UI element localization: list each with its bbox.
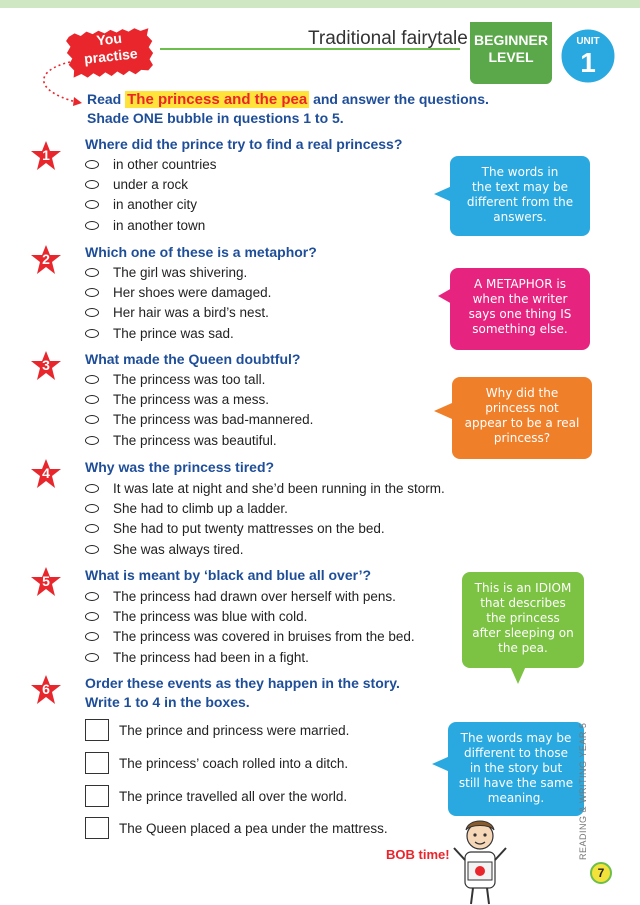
q5-option-4[interactable] [85,650,309,665]
answer-bubble[interactable] [85,524,99,533]
option-label: in other countries [113,157,217,172]
story-title: The princess and the pea [127,91,308,108]
question-3-star-icon [30,350,62,382]
option-label: The princess was too tall. [113,372,266,387]
question-3-number: 3 [42,357,50,373]
q2-option-3[interactable] [85,305,269,320]
bob-time-label: BOB time! [386,847,450,862]
option-label: Her hair was a bird’s nest. [113,305,269,320]
question-5-number: 5 [42,573,50,589]
order-event-1 [85,719,349,741]
order-box[interactable] [85,752,109,774]
callout-metaphor [450,268,590,350]
order-box[interactable] [85,785,109,807]
callout-line: different to those [464,746,568,760]
question-2-number: 2 [42,251,50,267]
practise-line-2: practise [83,45,139,67]
question-4-number: 4 [42,465,50,481]
callout-tail [434,186,452,202]
bob-character-icon [450,818,510,905]
q5-option-2[interactable] [85,609,307,624]
option-label: The princess was blue with cold. [113,609,308,624]
top-border [0,0,640,8]
callout-line: when the writer [472,292,568,306]
callout-line: the princess [486,611,560,625]
answer-bubble[interactable] [85,221,99,230]
option-label: The princess was bad-mannered. [113,412,314,427]
callout-line: in the story but [469,761,563,775]
unit-label: UNIT [576,36,600,47]
unit-badge [556,16,620,86]
option-label: Her shoes were damaged. [113,285,272,300]
callout-words-differ [450,156,590,236]
callout-line: A METAPHOR is [473,277,566,291]
callout-idiom [462,572,584,668]
question-6-line-2: Write 1 to 4 in the boxes. [85,694,250,710]
option-label: under a rock [113,177,189,192]
callout-line: something else. [472,322,568,336]
option-label: It was late at night and she’d been running in the storm. [113,481,445,496]
question-4-text: Why was the princess tired? [85,459,275,475]
answer-bubble[interactable] [85,632,99,641]
question-6-line-1: Order these events as they happen in the story. [85,675,400,691]
callout-line: different from the [466,195,574,209]
q2-option-4[interactable] [85,326,234,341]
unit-number: 1 [580,47,596,78]
q1-option-4[interactable] [85,218,205,233]
level-line-2: LEVEL [488,49,534,65]
q2-option-2[interactable] [85,285,271,300]
question-1-number: 1 [42,147,50,163]
question-6-star-icon [30,674,62,706]
answer-bubble[interactable] [85,415,99,424]
q1-option-2[interactable] [85,177,188,192]
dotted-arrow-icon [28,60,88,110]
order-box[interactable] [85,719,109,741]
callout-words-may-differ [448,722,584,816]
answer-bubble[interactable] [85,653,99,662]
callout-line: princess? [493,431,551,445]
answer-bubble[interactable] [85,288,99,297]
callout-line: appear to be a real [464,416,580,430]
option-label: in another town [113,218,206,233]
answer-bubble[interactable] [85,612,99,621]
option-label: The princess was beautiful. [113,433,277,448]
instruction-suffix: and answer the questions. [309,91,489,107]
q1-option-3[interactable] [85,197,197,212]
question-1-star-icon [30,140,62,172]
event-label: The Queen placed a pea under the mattress. [119,820,388,836]
side-series-label: READING & WRITING YEAR 5 [578,722,588,860]
option-label: She was always tired. [113,542,244,557]
level-tab [470,22,552,84]
order-box[interactable] [85,817,109,839]
instruction-prefix: Read [87,91,126,107]
q3-option-3[interactable] [85,412,313,427]
callout-line: answers. [493,210,547,224]
callout-tail [438,288,452,304]
callout-line: after sleeping on [472,626,574,640]
answer-bubble[interactable] [85,200,99,209]
event-label: The prince and princess were married. [119,722,350,738]
callout-line: still have the same [458,776,574,790]
option-label: The prince was sad. [113,326,234,341]
q4-option-1[interactable] [85,481,445,496]
answer-bubble[interactable] [85,268,99,277]
callout-why-not-princess [452,377,592,459]
q4-option-4[interactable] [85,542,244,557]
answer-bubble[interactable] [85,329,99,338]
level-line-1: BEGINNER [474,32,548,48]
option-label: The princess was a mess. [113,392,270,407]
order-event-2 [85,752,348,774]
q5-option-3[interactable] [85,629,415,644]
option-label: She had to put twenty mattresses on the bed. [113,521,385,536]
callout-line: This is an IDIOM [474,581,572,595]
q3-option-4[interactable] [85,433,277,448]
unit-circle-icon [556,16,620,86]
q1-option-1[interactable] [85,157,217,172]
callout-tail [432,756,450,772]
option-label: The girl was shivering. [113,265,248,280]
answer-bubble[interactable] [85,375,99,384]
answer-bubble[interactable] [85,180,99,189]
question-3-text: What made the Queen doubtful? [85,351,301,367]
order-event-4 [85,817,388,839]
q3-option-1[interactable] [85,372,265,387]
page-number: 7 [590,862,612,884]
option-label: The princess was covered in bruises from the bed. [113,629,415,644]
q3-option-2[interactable] [85,392,269,407]
order-event-3 [85,785,347,807]
question-5-star-icon [30,566,62,598]
question-4-star-icon [30,458,62,490]
instruction-line-1 [87,90,489,109]
option-label: The princess had been in a fight. [113,650,309,665]
answer-bubble[interactable] [85,160,99,169]
callout-line: the pea. [498,641,548,655]
question-1-text: Where did the prince try to find a real princess? [85,136,403,152]
callout-line: Why did the [485,386,559,400]
event-label: The prince travelled all over the world. [119,788,348,804]
practise-line-1: You [95,29,123,49]
callout-line: says one thing IS [468,307,572,321]
q2-option-1[interactable] [85,265,247,280]
callout-tail [510,666,526,684]
question-6-number: 6 [42,681,50,697]
callout-tail [434,403,452,419]
callout-line: The words may be [460,731,572,745]
option-label: She had to climb up a ladder. [113,501,288,516]
answer-bubble[interactable] [85,395,99,404]
instruction [87,90,489,128]
page-title: Traditional fairytale [308,28,468,49]
callout-line: that describes [480,596,566,610]
answer-bubble[interactable] [85,592,99,601]
question-2-text: Which one of these is a metaphor? [85,244,317,260]
callout-line: princess not [485,401,559,415]
q4-option-2[interactable] [85,501,288,516]
q5-option-1[interactable] [85,589,396,604]
callout-line: The words in [481,165,559,179]
option-label: The princess had drawn over herself with pens. [113,589,396,604]
answer-bubble[interactable] [85,436,99,445]
callout-line: the text may be [472,180,568,194]
answer-bubble[interactable] [85,545,99,554]
question-2-star-icon [30,244,62,276]
question-5-text: What is meant by ‘black and blue all over’? [85,567,372,583]
option-label: in another city [113,197,198,212]
event-label: The princess’ coach rolled into a ditch. [119,755,349,771]
answer-bubble[interactable] [85,484,99,493]
instruction-line-2: Shade ONE bubble in questions 1 to 5. [87,110,344,126]
answer-bubble[interactable] [85,504,99,513]
q4-option-3[interactable] [85,521,385,536]
answer-bubble[interactable] [85,308,99,317]
callout-line: meaning. [487,791,545,805]
